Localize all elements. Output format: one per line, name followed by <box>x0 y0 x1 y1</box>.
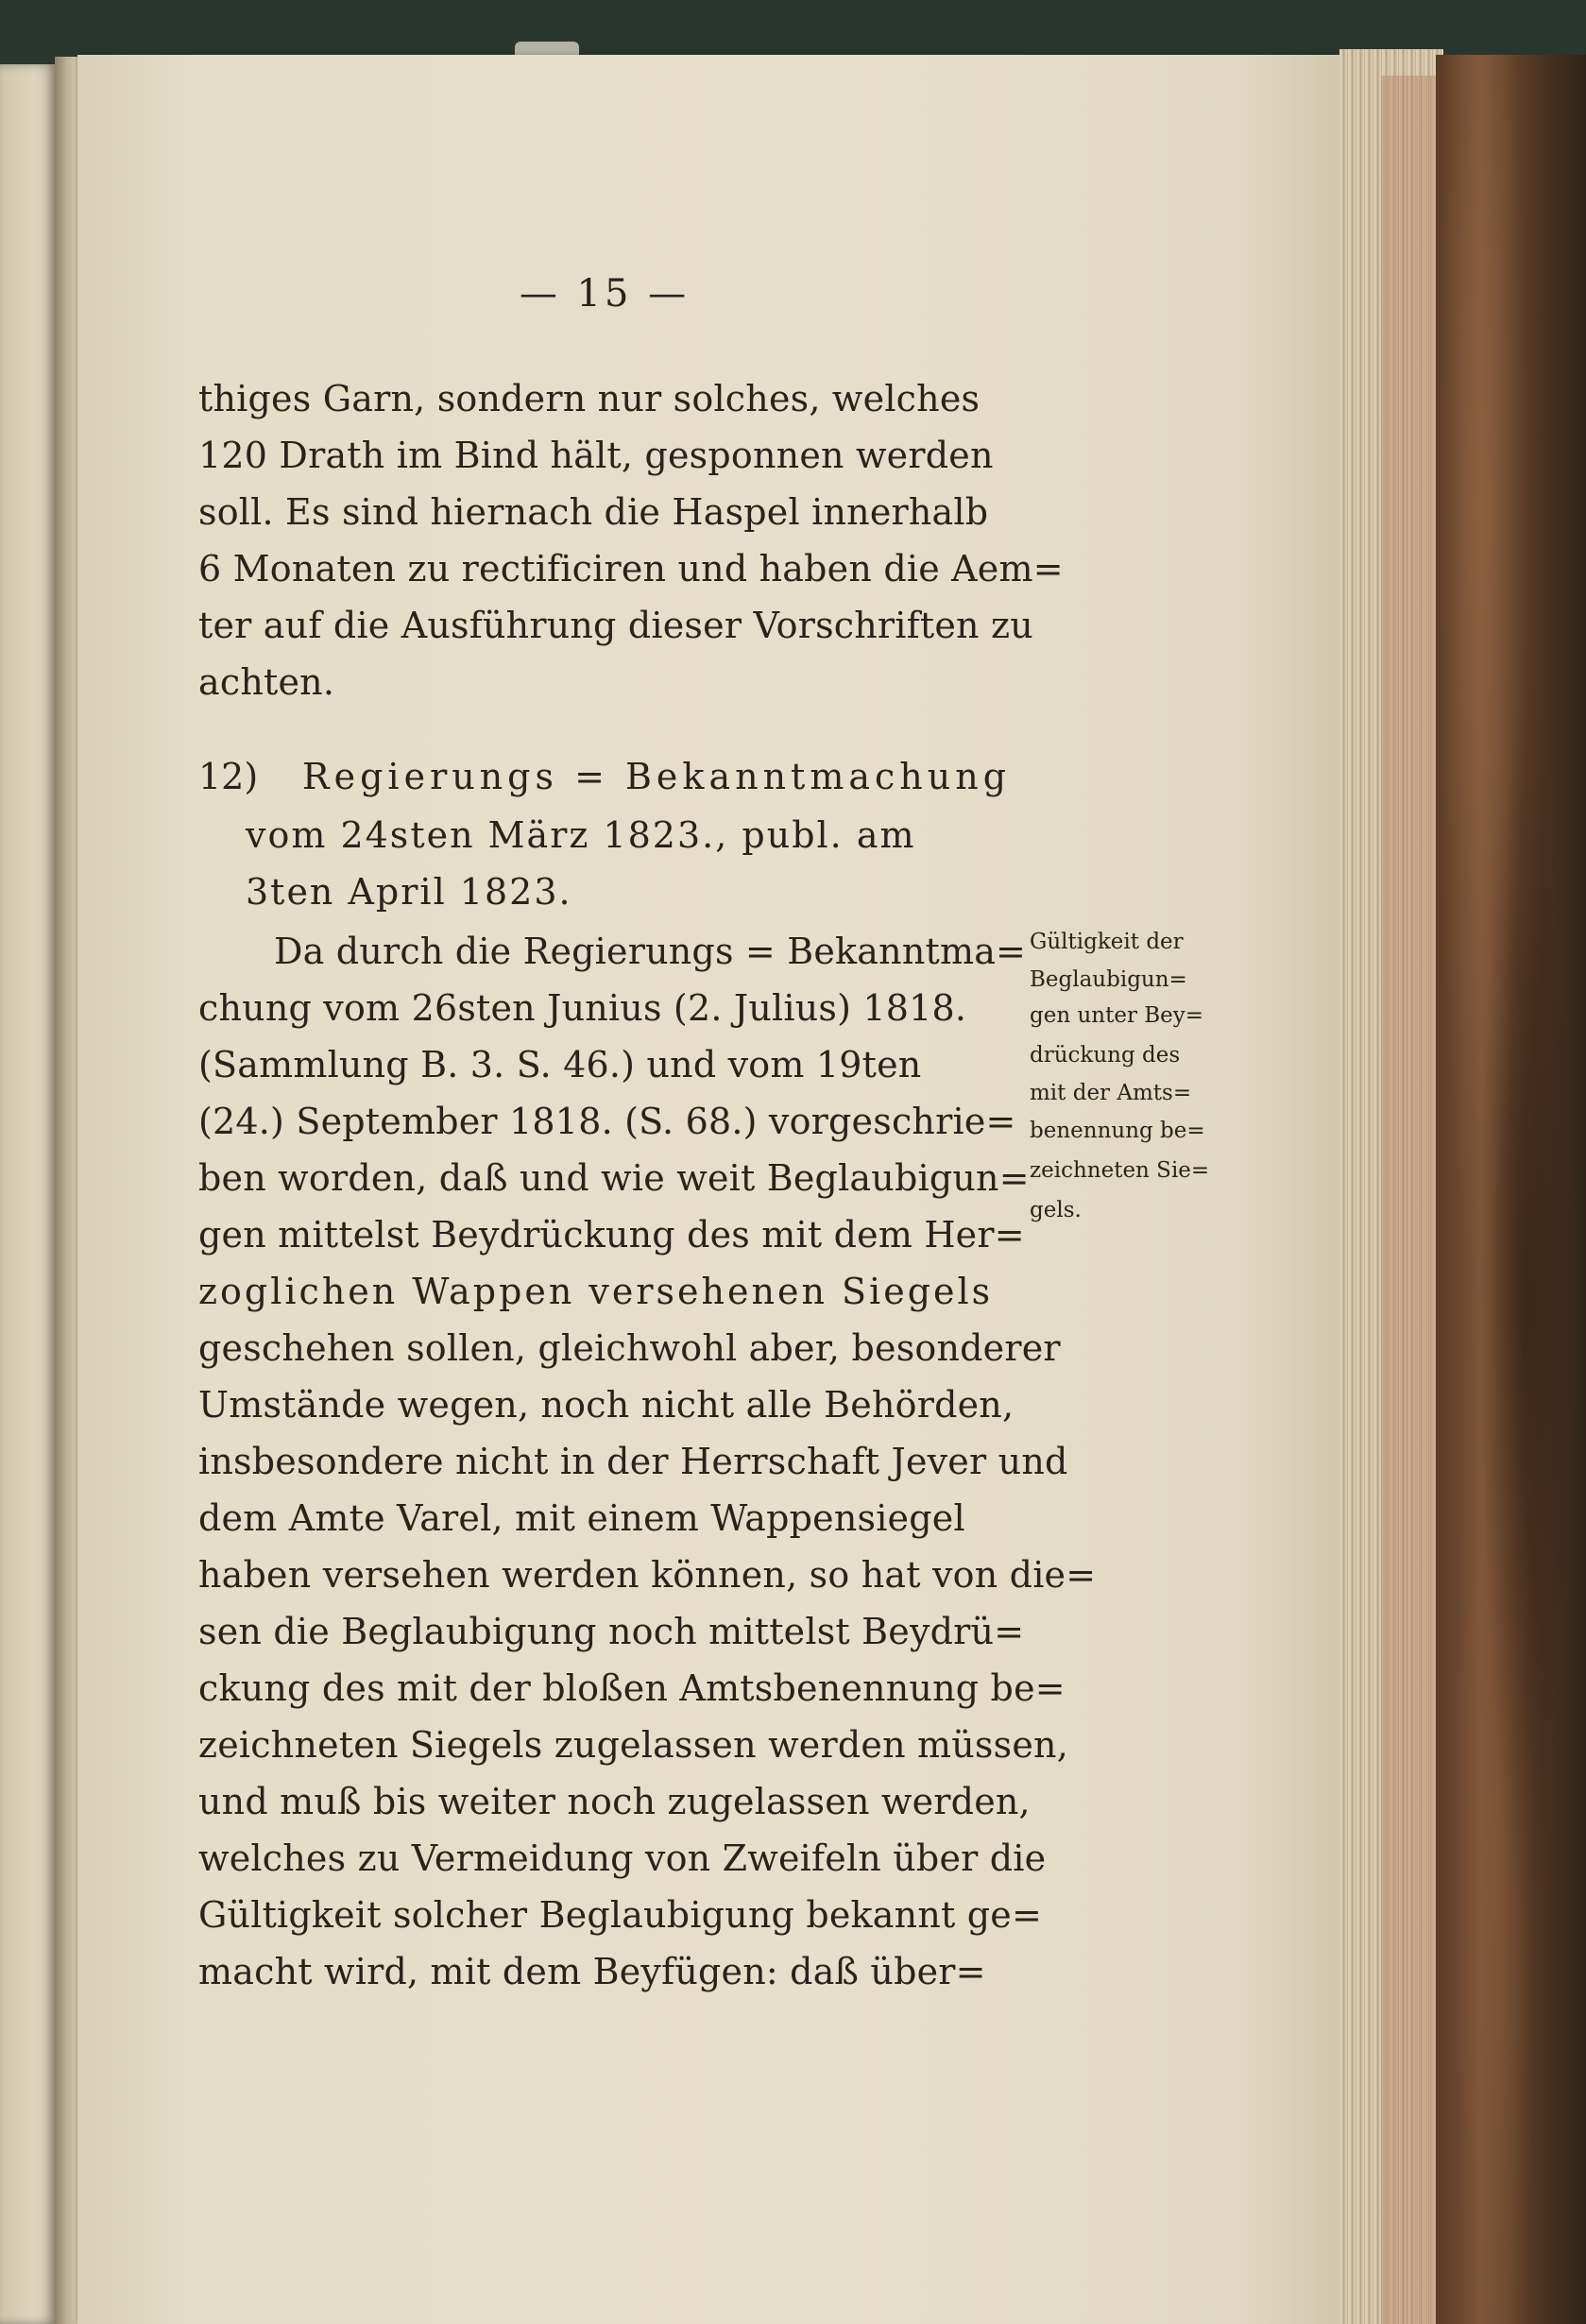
paragraph1-line: soll. Es sind hiernach die Haspel innerhalb <box>198 491 989 533</box>
margin-note-line: zeichneten Sie= <box>1030 1158 1210 1183</box>
paragraph2-line: zoglichen Wappen versehenen Siegels <box>198 1271 994 1312</box>
paragraph2-line: sen die Beglaubigung noch mittelst Beydrü= <box>198 1611 1025 1652</box>
section-number: 12) <box>198 756 259 797</box>
paragraph2-line: und muß bis weiter noch zugelassen werden, <box>198 1781 1031 1822</box>
left-page-edge <box>0 64 57 2324</box>
section-heading-line3: 3ten April 1823. <box>246 871 572 913</box>
section-heading-line2: vom 24sten März 1823., publ. am <box>246 814 916 856</box>
paragraph1-line: 6 Monaten zu rectificiren und haben die Aem= <box>198 548 1064 590</box>
paragraph2-line: insbesondere nicht in der Herrschaft Jever und <box>198 1441 1068 1482</box>
paragraph2-line: haben versehen werden können, so hat von die= <box>198 1554 1097 1596</box>
paragraph2-line: macht wird, mit dem Beyfügen: daß über= <box>198 1951 986 1992</box>
paragraph2-line: ben worden, daß und wie weit Beglaubigun= <box>198 1157 1030 1199</box>
page-number: — 15 — <box>519 272 691 316</box>
margin-note-line: mit der Amts= <box>1030 1081 1192 1105</box>
paragraph2-line: (24.) September 1818. (S. 68.) vorgeschrie= <box>198 1101 1016 1142</box>
paragraph2-line: gen mittelst Beydrückung des mit dem Her= <box>198 1214 1025 1256</box>
paragraph2-line: chung vom 26sten Junius (2. Julius) 1818. <box>198 987 967 1029</box>
margin-note-line: Gültigkeit der <box>1030 930 1184 954</box>
paragraph2-line: Gültigkeit solcher Beglaubigung bekannt ge= <box>198 1894 1042 1936</box>
paragraph2-line: (Sammlung B. 3. S. 46.) und vom 19ten <box>198 1044 922 1085</box>
paragraph2-line: ckung des mit der bloßen Amtsbenennung be= <box>198 1667 1066 1709</box>
paragraph1-line: ter auf die Ausführung dieser Vorschriften zu <box>198 605 1033 646</box>
margin-note-line: benennung be= <box>1030 1119 1205 1143</box>
paragraph2-line: geschehen sollen, gleichwohl aber, besonderer <box>198 1327 1061 1369</box>
margin-note-line: Beglaubigun= <box>1030 967 1187 992</box>
margin-note-line: drückung des <box>1030 1043 1181 1068</box>
paragraph1-line: thiges Garn, sondern nur solches, welches <box>198 378 981 419</box>
paragraph2-line: Umstände wegen, noch nicht alle Behörden, <box>198 1384 1015 1426</box>
margin-note-line: gels. <box>1030 1198 1082 1222</box>
paragraph2-line: welches zu Vermeidung von Zweifeln über die <box>198 1837 1047 1879</box>
section-heading-line1: Regierungs = Bekanntmachung <box>302 756 1012 797</box>
paragraph2-line: Da durch die Regierungs = Bekanntma= <box>274 931 1027 972</box>
paragraph1-line: achten. <box>198 661 335 703</box>
red-edge-stain <box>1381 76 1438 2324</box>
paragraph2-line: dem Amte Varel, mit einem Wappensiegel <box>198 1497 965 1539</box>
margin-note-line: gen unter Bey= <box>1030 1003 1204 1028</box>
paragraph2-line: zeichneten Siegels zugelassen werden müssen, <box>198 1724 1068 1766</box>
cover-mottle <box>1436 55 1586 2324</box>
paragraph1-line: 120 Drath im Bind hält, gesponnen werden <box>198 435 994 476</box>
